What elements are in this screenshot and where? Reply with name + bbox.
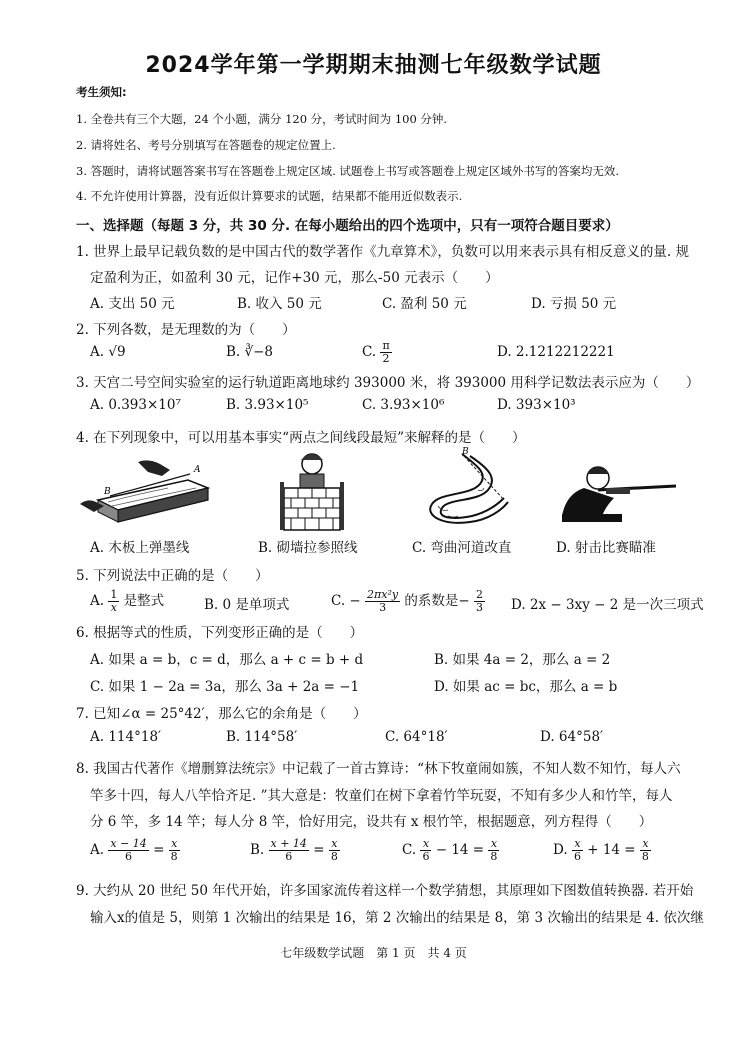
- brick-wall-worker-illustration: [270, 448, 354, 532]
- question-8-option-c: [402, 838, 499, 863]
- option-letter: D.: [553, 842, 568, 858]
- equals-sign: =: [153, 842, 165, 858]
- option-letter: B.: [250, 842, 265, 858]
- denominator: 2: [382, 352, 390, 365]
- question-5-option-b: B. 0 是单项式: [204, 597, 290, 613]
- question-9-line-1: 9. 大约从 20 世纪 50 年代开始，许多国家流传着这样一个数学猜想，其原理如下图数值转换器. 若开始: [76, 883, 694, 899]
- question-1-line-2: 定盈利为正，如盈利 30 元，记作+30 元，那么-50 元表示（ ）: [90, 270, 499, 286]
- denominator: 6: [285, 850, 293, 863]
- question-8-line-2: 竿多十四，每人八竿恰齐足. ”其大意是：牧童们在树下拿着竹竿玩耍，不知有多少人和竹竿，每人: [90, 788, 673, 804]
- option-letter: C.: [362, 344, 377, 360]
- shooter-aiming-illustration: [558, 458, 678, 528]
- numerator: 2πx²y: [367, 588, 399, 601]
- question-4-stem: 4. 在下列现象中，可以用基本事实“两点之间线段最短”来解释的是（ ）: [76, 430, 526, 446]
- question-8-option-a: [90, 838, 180, 863]
- question-1-option-d: D. 亏损 50 元: [531, 296, 617, 312]
- point-a-label: A: [194, 465, 201, 475]
- fraction: [108, 589, 119, 614]
- fraction: [269, 838, 309, 863]
- numerator: x: [420, 838, 431, 851]
- numerator: x: [329, 838, 340, 851]
- denominator: 6: [125, 850, 133, 863]
- numerator: x: [640, 838, 651, 851]
- notice-item-2: 2. 请将姓名、考号分别填写在答题卷的规定位置上.: [76, 138, 336, 152]
- option-math: ∛−8: [244, 344, 274, 360]
- option-math: √9: [108, 344, 126, 360]
- numerator: x + 14: [270, 837, 307, 850]
- numerator: x: [572, 838, 583, 851]
- question-8-line-3: 分 6 竿，多 14 竿；每人分 8 竿，恰好用完，设共有 x 根竹竿，根据题意，列方程得（ ）: [90, 814, 653, 830]
- option-letter: A.: [90, 593, 105, 609]
- fraction: [474, 589, 485, 614]
- question-1-option-b: B. 收入 50 元: [237, 296, 322, 312]
- denominator: x: [110, 601, 117, 614]
- question-4-option-a: A. 木板上弹墨线: [90, 540, 190, 556]
- point-b-label: B: [104, 487, 111, 497]
- option-text: − 14 =: [435, 842, 485, 858]
- denominator: 3: [379, 601, 387, 614]
- option-text: + 14 =: [587, 842, 636, 858]
- fraction: [420, 838, 431, 863]
- question-3-option-c: C. 3.93×10⁶: [362, 397, 445, 413]
- question-6-option-c: C. 如果 1 − 2a = 3a，那么 3a + 2a = −1: [90, 679, 360, 695]
- fraction: [329, 838, 340, 863]
- option-letter: A.: [90, 842, 105, 858]
- denominator: 6: [573, 850, 581, 863]
- question-1-option-c: C. 盈利 50 元: [382, 296, 467, 312]
- question-2-option-d: D. 2.1212212221: [497, 344, 615, 360]
- page-title: 2024学年第一学期期末抽测七年级数学试题: [145, 53, 602, 78]
- question-6-stem: 6. 根据等式的性质，下列变形正确的是（ ）: [76, 625, 364, 641]
- question-3-option-b: B. 3.93×10⁵: [226, 397, 309, 413]
- question-6-option-b: B. 如果 4a = 2，那么 a = 2: [434, 652, 611, 668]
- question-3-stem: 3. 天宫二号空间实验室的运行轨道距离地球约 393000 米，将 393000 用科学记数法表示应为（ ）: [76, 375, 700, 391]
- question-2-option-b: [226, 344, 273, 360]
- option-letter: A.: [90, 344, 105, 360]
- numerator: x: [169, 838, 180, 851]
- section-heading-choice: 一、选择题（每题 3 分，共 30 分. 在每小题给出的四个选项中，只有一项符合题目要求）: [76, 218, 619, 234]
- question-5-option-d: D. 2x − 3xy − 2 是一次三项式: [511, 597, 704, 613]
- notice-item-4: 4. 不允许使用计算器，没有近似计算要求的试题，结果都不能用近似数表示.: [76, 189, 463, 203]
- question-4-option-b: B. 砌墙拉参照线: [258, 540, 358, 556]
- question-4-option-d: D. 射击比赛瞄准: [556, 540, 656, 556]
- notice-heading: 考生须知:: [76, 85, 127, 99]
- question-5-option-a: [90, 589, 164, 614]
- question-5-stem: 5. 下列说法中正确的是（ ）: [76, 568, 269, 584]
- fraction: [365, 589, 400, 614]
- question-3-option-d: D. 393×10³: [497, 397, 576, 413]
- question-7-option-d: D. 64°58′: [540, 729, 604, 745]
- denominator: 3: [476, 601, 484, 614]
- question-9-line-2: 输入x的值是 5，则第 1 次输出的结果是 16，第 2 次输出的结果是 8，第 3 次输出的结果是 4. 依次继: [90, 910, 704, 926]
- fraction: [380, 340, 391, 365]
- question-8-option-b: [250, 838, 340, 863]
- question-3-option-a: A. 0.393×10⁷: [90, 397, 181, 413]
- denominator: 8: [330, 850, 338, 863]
- river-point-b-label: B: [462, 447, 469, 457]
- question-1-line-1: 1. 世界上最早记载负数的是中国古代的数学著作《九章算术》，负数可以用来表示具有相反意义的量. 规: [76, 244, 690, 260]
- question-5-option-c: [331, 589, 485, 614]
- denominator: 6: [422, 850, 430, 863]
- option-text: 是整式: [123, 593, 165, 609]
- numerator: 1: [110, 588, 118, 601]
- equals-sign: =: [313, 842, 325, 858]
- question-8-option-d: [553, 838, 651, 863]
- question-6-option-a: A. 如果 a = b，c = d，那么 a + c = b + d: [90, 652, 364, 668]
- option-letter: B.: [226, 344, 241, 360]
- notice-item-1: 1. 全卷共有三个大题，24 个小题，满分 120 分，考试时间为 100 分钟.: [76, 112, 448, 126]
- question-4-option-c: C. 弯曲河道改直: [412, 540, 512, 556]
- question-8-line-1: 8. 我国古代著作《增删算法统宗》中记载了一首古算诗：“林下牧童闹如簇，不知人数不知竹，每人六: [76, 761, 681, 777]
- question-7-option-c: C. 64°18′: [385, 729, 448, 745]
- numerator: 2: [476, 588, 484, 601]
- winding-river-illustration: [418, 446, 514, 530]
- question-7-stem: 7. 已知∠α = 25°42′，那么它的余角是（ ）: [76, 706, 367, 722]
- fraction: [488, 838, 499, 863]
- denominator: 8: [490, 850, 498, 863]
- fraction: [572, 838, 583, 863]
- question-6-option-d: D. 如果 ac = bc，那么 a = b: [434, 679, 618, 695]
- denominator: 8: [641, 850, 649, 863]
- page-footer: 七年级数学试题 第 1 页 共 4 页: [280, 946, 467, 960]
- plank-chalk-line-illustration: [78, 458, 213, 528]
- option-letter: C. −: [331, 593, 361, 609]
- question-7-option-a: A. 114°18′: [90, 729, 162, 745]
- numerator: x: [488, 838, 499, 851]
- numerator: x − 14: [110, 837, 147, 850]
- denominator: 8: [170, 850, 178, 863]
- option-text: 的系数是−: [404, 593, 470, 609]
- option-letter: C.: [402, 842, 417, 858]
- question-2-option-a: [90, 344, 126, 360]
- question-2-stem: 2. 下列各数，是无理数的为（ ）: [76, 322, 296, 338]
- fraction: [169, 838, 180, 863]
- question-7-option-b: B. 114°58′: [226, 729, 298, 745]
- notice-item-3: 3. 答题时，请将试题答案书写在答题卷上规定区域. 试题卷上书写或答题卷上规定区域外书写的答案均无效.: [76, 164, 620, 178]
- fraction: [108, 838, 148, 863]
- question-1-option-a: A. 支出 50 元: [90, 296, 175, 312]
- fraction: [640, 838, 651, 863]
- numerator: π: [382, 339, 390, 352]
- question-2-option-c: [362, 340, 392, 365]
